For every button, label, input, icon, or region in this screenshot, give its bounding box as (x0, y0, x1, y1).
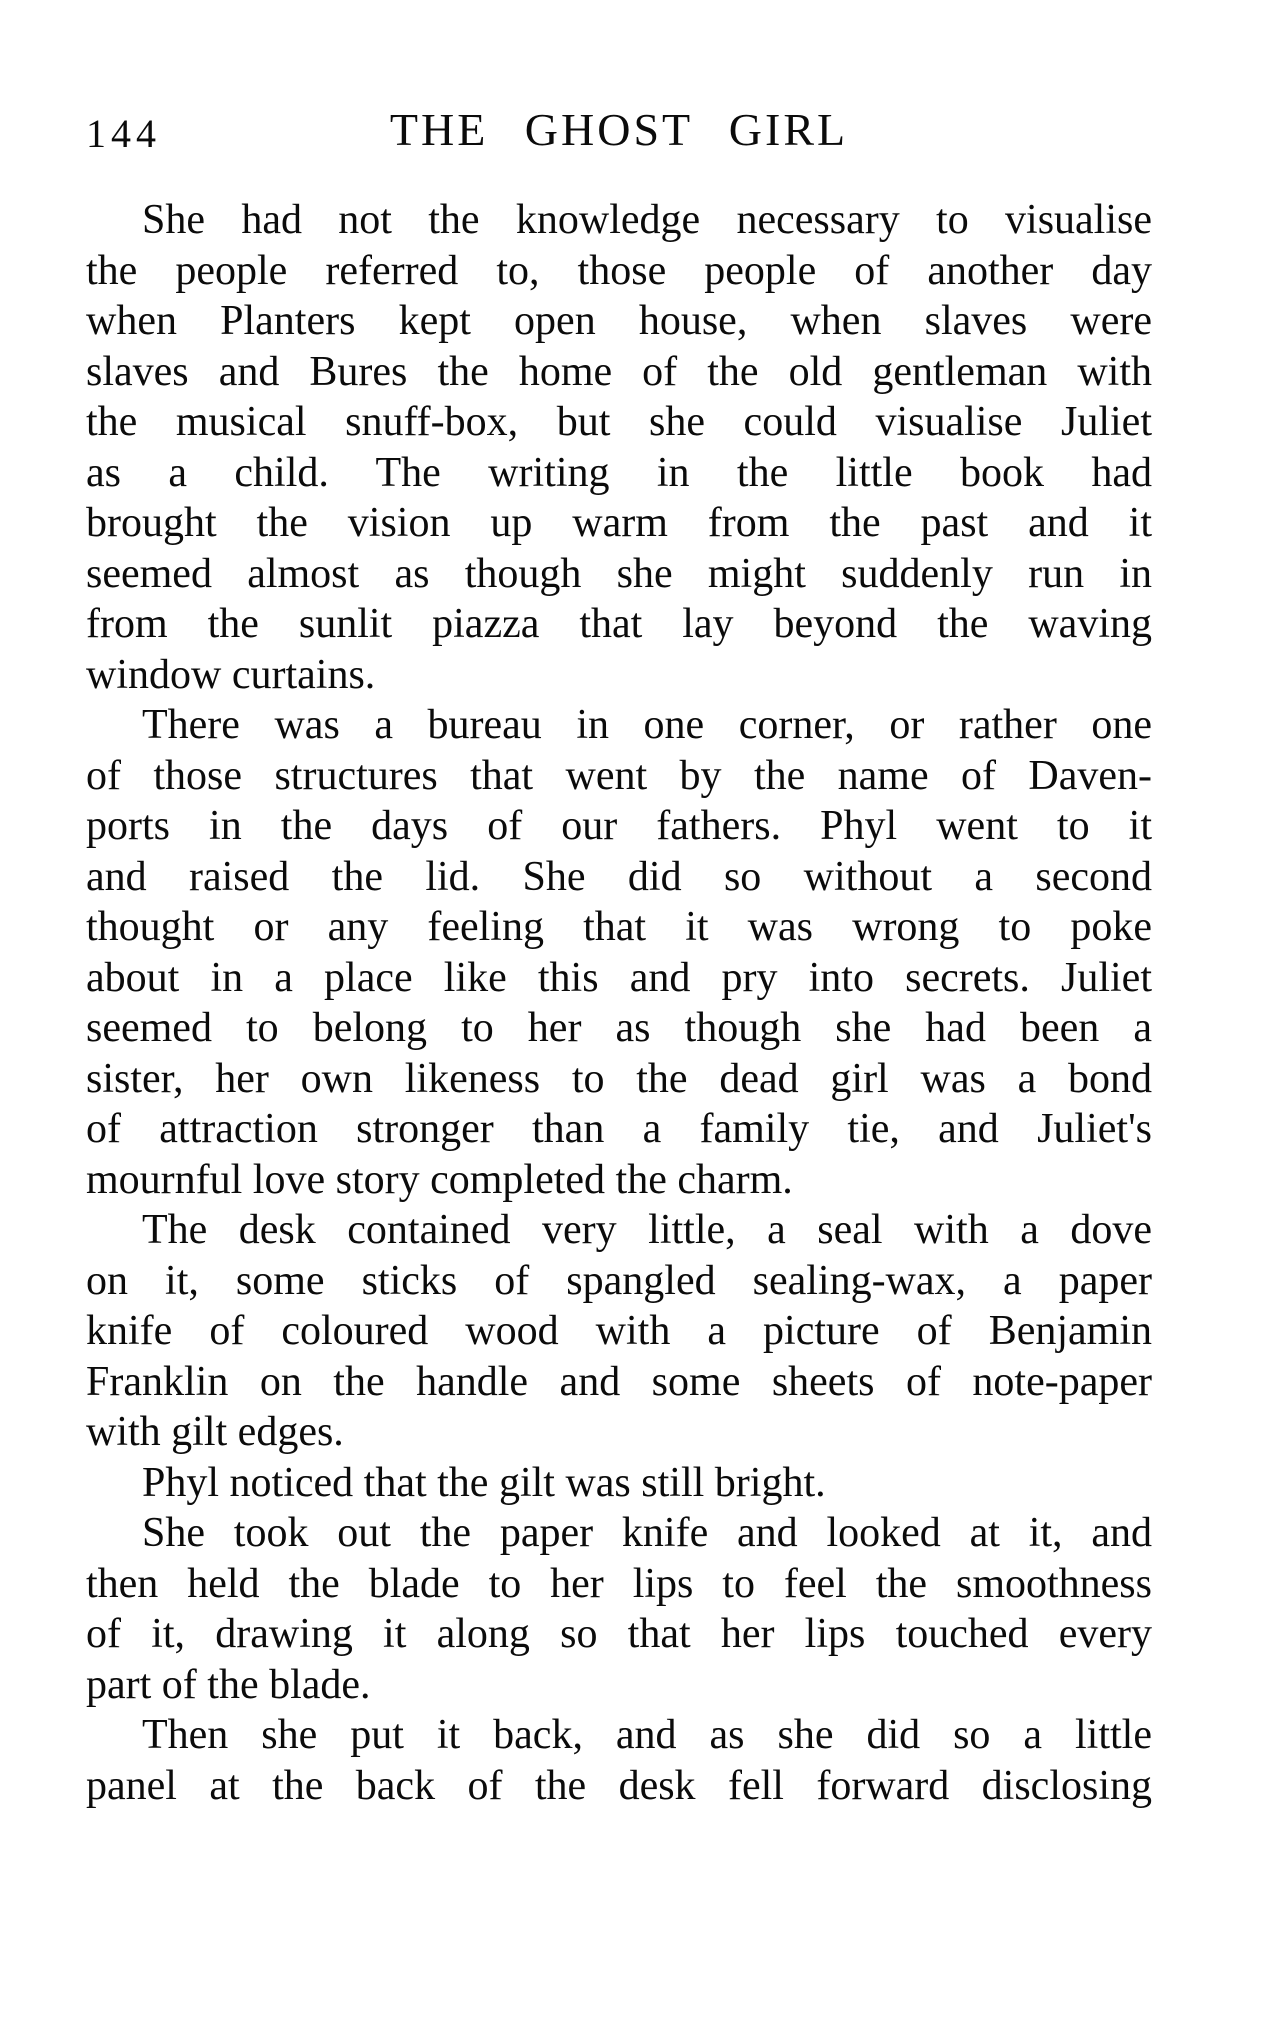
text-line: She had not the knowledge necessary to visualise (142, 197, 1152, 243)
paragraph (86, 1508, 1152, 1710)
text-line: slaves and Bures the home of the old gentleman with (86, 348, 1152, 395)
text-line: seemed to belong to her as though she had been a (86, 1005, 1152, 1051)
text-line: about in a place like this and pry into secrets. Juliet (86, 954, 1152, 1001)
paragraph (86, 1710, 1152, 1811)
text-line: Then she put it back, and as she did so a little (142, 1712, 1152, 1758)
text-line: on it, some sticks of spangled sealing-wax, a paper (86, 1257, 1152, 1304)
text-line: Phyl noticed that the gilt was still bright. (142, 1459, 826, 1506)
text-line: then held the blade to her lips to feel the smoothness (86, 1560, 1152, 1607)
text-line: She took out the paper knife and looked at it, and (142, 1510, 1152, 1556)
text-line: from the sunlit piazza that lay beyond the waving (86, 601, 1152, 647)
text-line: when Planters kept open house, when slaves were (86, 298, 1152, 344)
text-line: and raised the lid. She did so without a second (86, 853, 1152, 900)
text-line: of it, drawing it along so that her lips touched every (86, 1611, 1152, 1657)
text-line: the people referred to, those people of another day (86, 247, 1152, 294)
page-body (86, 195, 1152, 1811)
text-line: panel at the back of the desk fell forward disclosing (86, 1762, 1152, 1809)
text-line: mournful love story completed the charm. (86, 1156, 793, 1203)
page-title: THE GHOST GIRL (389, 104, 849, 155)
text-line: seemed almost as though she might suddenly run in (86, 550, 1152, 597)
paragraph (86, 195, 1152, 700)
text-line: Franklin on the handle and some sheets of note-paper (86, 1358, 1152, 1405)
text-line: of attraction stronger than a family tie, and Juliet's (86, 1106, 1152, 1152)
text-line: window curtains. (86, 651, 376, 698)
paragraph (86, 700, 1152, 1205)
text-line: ports in the days of our fathers. Phyl went to it (86, 803, 1152, 849)
text-line: of those structures that went by the name of Daven- (86, 752, 1152, 799)
text-line: sister, her own likeness to the dead girl was a bond (86, 1055, 1152, 1102)
text-line: knife of coloured wood with a picture of Benjamin (86, 1308, 1152, 1354)
text-line: There was a bureau in one corner, or rather one (142, 702, 1152, 748)
page-header (86, 98, 1152, 162)
page-number: 144 (86, 111, 161, 156)
text-line: as a child. The writing in the little book had (86, 449, 1152, 496)
paragraph (86, 1205, 1152, 1458)
text-line: thought or any feeling that it was wrong to poke (86, 904, 1152, 950)
text-line: part of the blade. (86, 1661, 371, 1708)
paragraph (86, 1458, 1152, 1509)
text-line: the musical snuff-box, but she could visualise Juliet (86, 399, 1152, 445)
text-line: with gilt edges. (86, 1409, 344, 1455)
text-line: brought the vision up warm from the past and it (86, 500, 1152, 546)
text-line: The desk contained very little, a seal with a dove (142, 1207, 1152, 1253)
